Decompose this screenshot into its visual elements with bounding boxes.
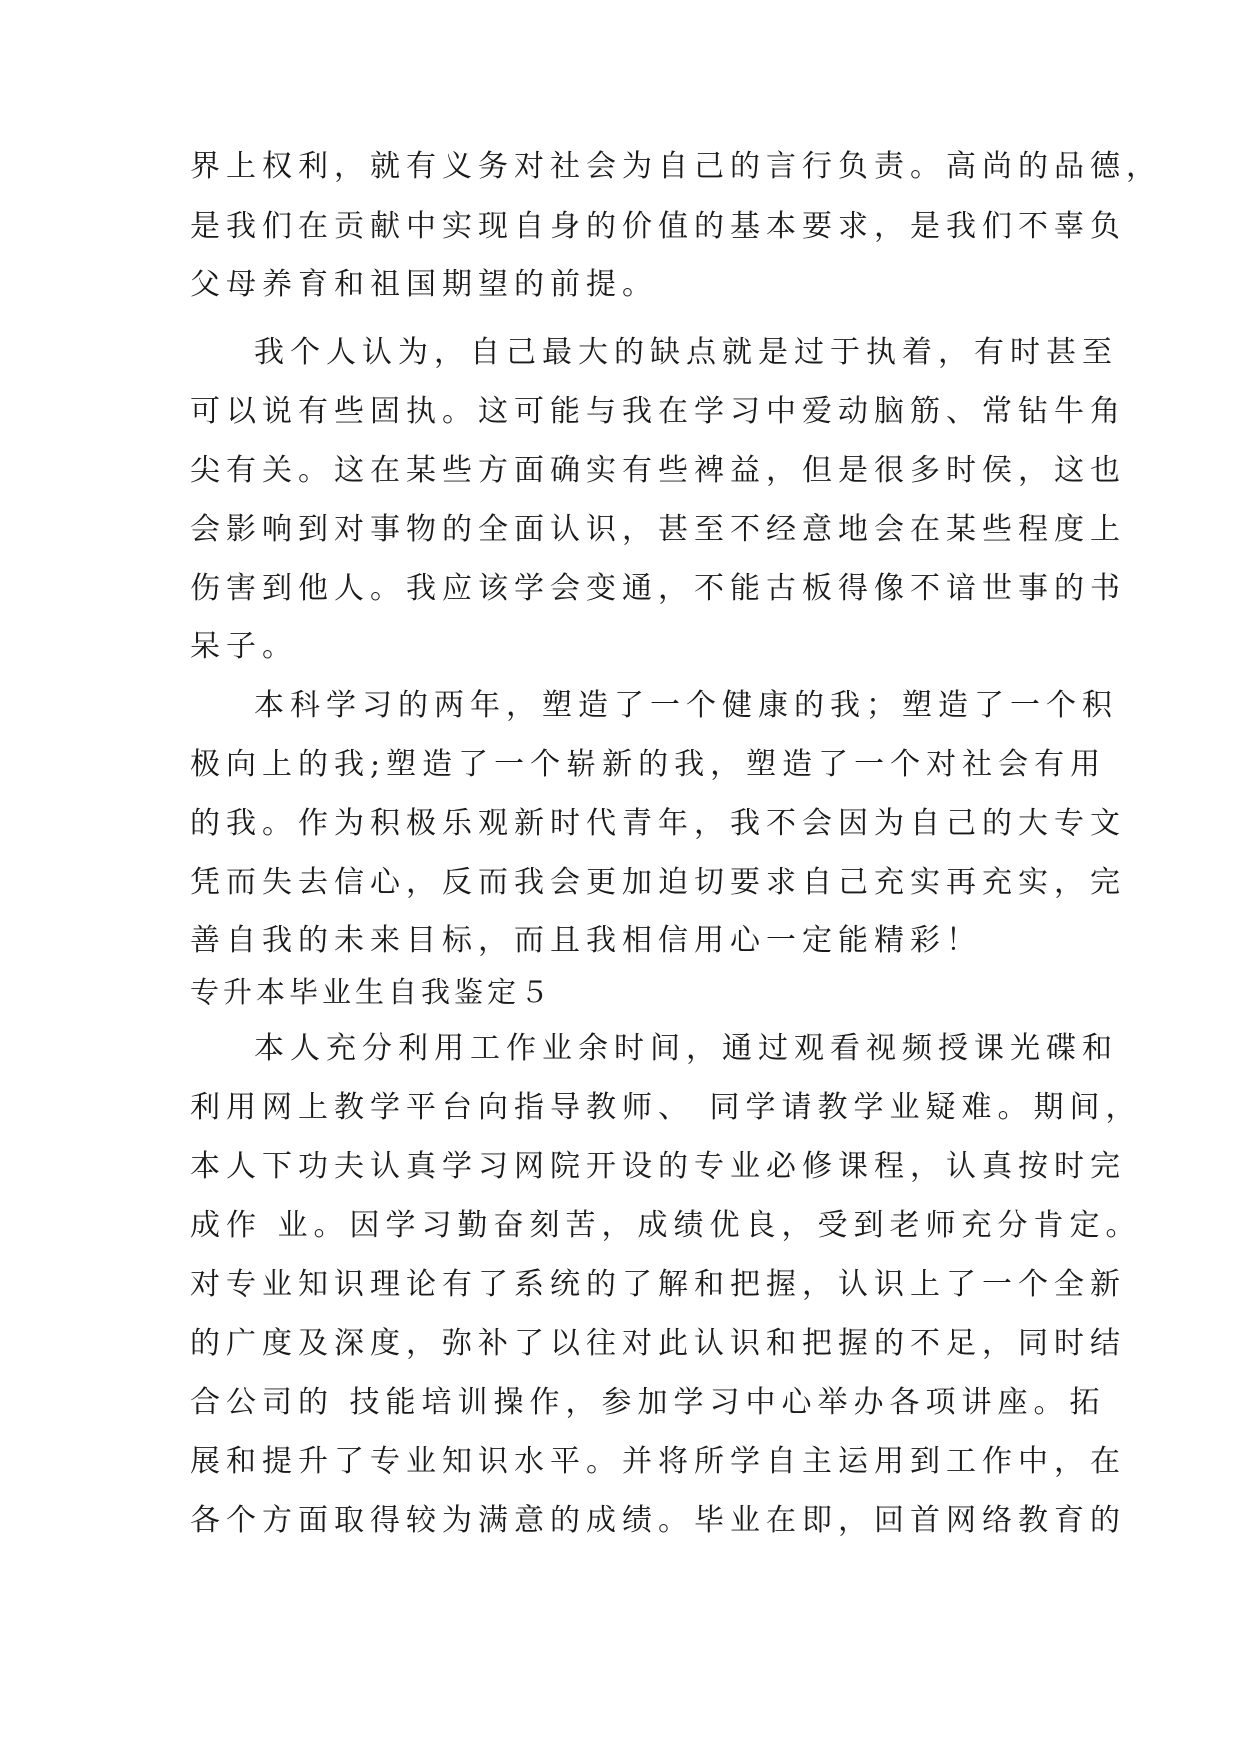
text-line: 展和提升了专业知识水平。并将所学自主运用到工作中，在 xyxy=(190,1444,1126,1479)
text-line: 父母养育和祖国期望的前提。 xyxy=(190,267,658,302)
text-line: 本人下功夫认真学习网院开设的专业必修课程，认真按时完 xyxy=(190,1149,1126,1184)
text-line: 合公司的 技能培训操作，参加学习中心举办各项讲座。拓 xyxy=(190,1385,1106,1420)
text-line: 本人充分利用工作业余时间，通过观看视频授课光碟和 xyxy=(254,1031,1118,1066)
text-line: 伤害到他人。我应该学会变通，不能古板得像不谙世事的书 xyxy=(190,571,1126,606)
text-line: 极向上的我;塑造了一个崭新的我，塑造了一个对社会有用 xyxy=(190,747,1107,782)
text-line: 我个人认为，自己最大的缺点就是过于执着，有时甚至 xyxy=(254,335,1118,370)
text-line: 呆子。 xyxy=(190,629,298,664)
text-line: 各个方面取得较为满意的成绩。毕业在即，回首网络教育的 xyxy=(190,1503,1126,1538)
text-line: 是我们在贡献中实现自身的价值的基本要求，是我们不辜负 xyxy=(190,209,1126,244)
text-line: 的我。作为积极乐观新时代青年，我不会因为自己的大专文 xyxy=(190,806,1126,841)
text-line: 凭而失去信心，反而我会更加迫切要求自己充实再充实，完 xyxy=(190,865,1126,900)
text-line: 本科学习的两年，塑造了一个健康的我；塑造了一个积 xyxy=(254,688,1118,723)
text-line: 可以说有些固执。这可能与我在学习中爱动脑筋、常钻牛角 xyxy=(190,394,1126,429)
text-line: 尖有关。这在某些方面确实有些裨益，但是很多时侯，这也 xyxy=(190,453,1126,488)
text-line: 善自我的未来目标，而且我相信用心一定能精彩！ xyxy=(190,923,982,958)
text-line: 成作 业。因学习勤奋刻苦，成绩优良，受到老师充分肯定。 xyxy=(190,1208,1142,1243)
text-line: 界上权利，就有义务对社会为自己的言行负责。高尚的品德， xyxy=(190,149,1162,184)
text-line: 利用网上教学平台向指导教师、 同学请教学业疑难。期间， xyxy=(190,1090,1142,1125)
text-line: 的广度及深度，弥补了以往对此认识和把握的不足，同时结 xyxy=(190,1326,1126,1361)
text-line: 会影响到对事物的全面认识，甚至不经意地会在某些程度上 xyxy=(190,512,1126,547)
text-line: 对专业知识理论有了系统的了解和把握，认识上了一个全新 xyxy=(190,1267,1126,1302)
section-heading: 专升本毕业生自我鉴定５ xyxy=(190,975,554,1009)
